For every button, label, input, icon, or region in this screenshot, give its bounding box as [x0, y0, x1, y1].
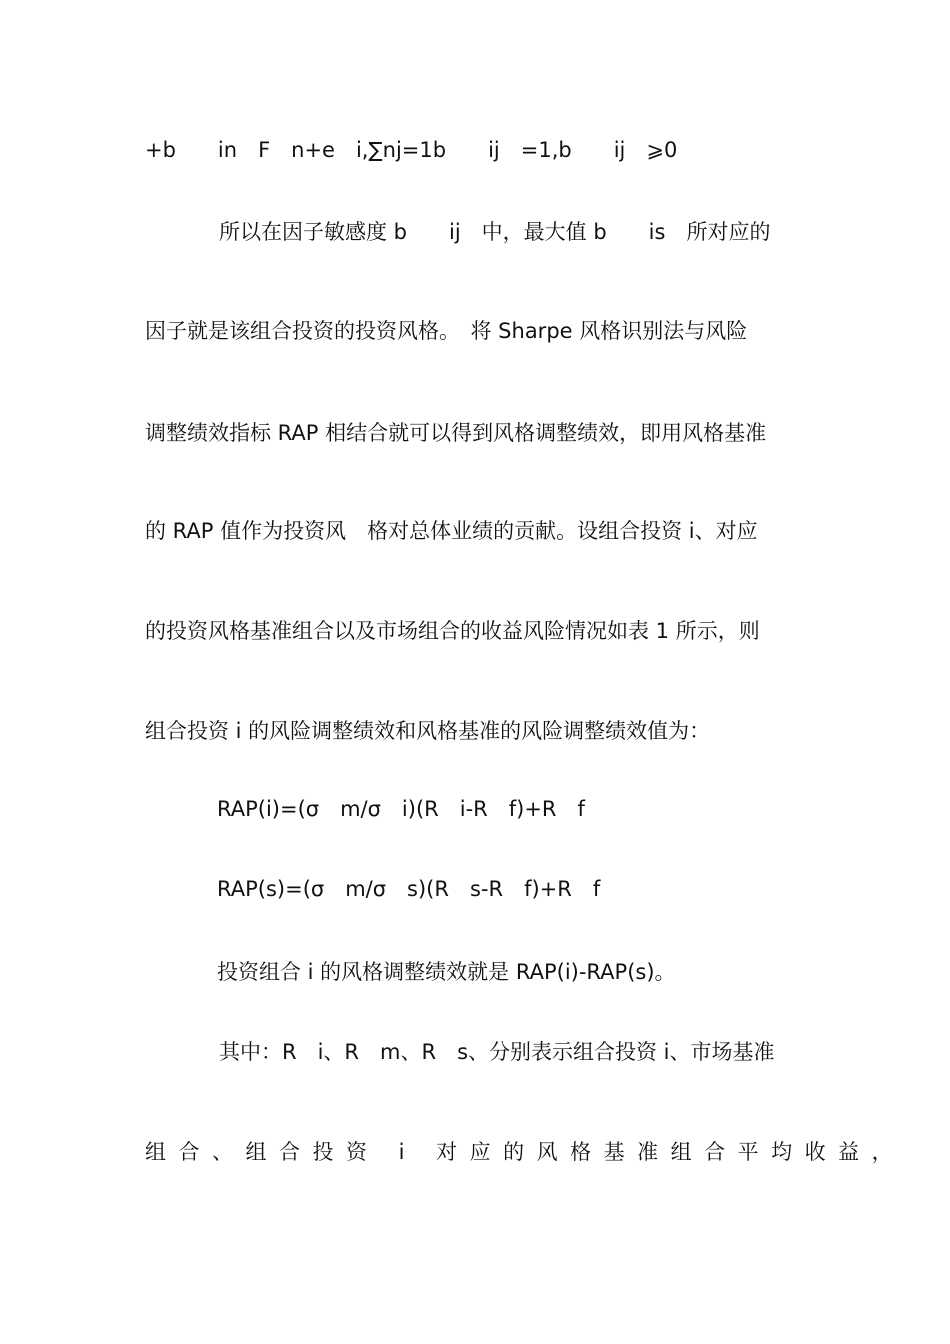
text-line-performance-values: 组合投资 i 的风险调整绩效和风格基准的风险调整绩效值为：	[145, 719, 711, 743]
text-line-average-returns: 组合、组合投资 i 对应的风格基准组合平均收益，	[145, 1140, 906, 1164]
text-line-rap-indicator: 调整绩效指标 RAP 相结合就可以得到风格调整绩效，即用风格基准	[145, 421, 767, 445]
text-line-table-reference: 的投资风格基准组合以及市场组合的收益风险情况如表 1 所示，则	[145, 619, 760, 643]
text-line-variable-definitions: 其中：R i、R m、R s、分别表示组合投资 i、市场基准	[219, 1040, 775, 1064]
formula-rap-s: RAP(s)=(σ m/σ s)(R s-R f)+R f	[217, 877, 601, 901]
text-line-factor-sensitivity: 所以在因子敏感度 b ij 中，最大值 b is 所对应的	[219, 220, 771, 244]
formula-rap-i: RAP(i)=(σ m/σ i)(R i-R f)+R f	[217, 797, 585, 821]
formula-line-constraint: +b in F n+e i,∑nj=1b ij =1,b ij ⩾0	[145, 138, 678, 162]
text-line-rap-contribution: 的 RAP 值作为投资风 格对总体业绩的贡献。设组合投资 i、对应	[145, 519, 758, 543]
text-line-investment-style: 因子就是该组合投资的投资风格。 将 Sharpe 风格识别法与风险	[145, 319, 748, 343]
text-line-style-adjusted-performance: 投资组合 i 的风格调整绩效就是 RAP(i)-RAP(s)。	[217, 960, 676, 984]
